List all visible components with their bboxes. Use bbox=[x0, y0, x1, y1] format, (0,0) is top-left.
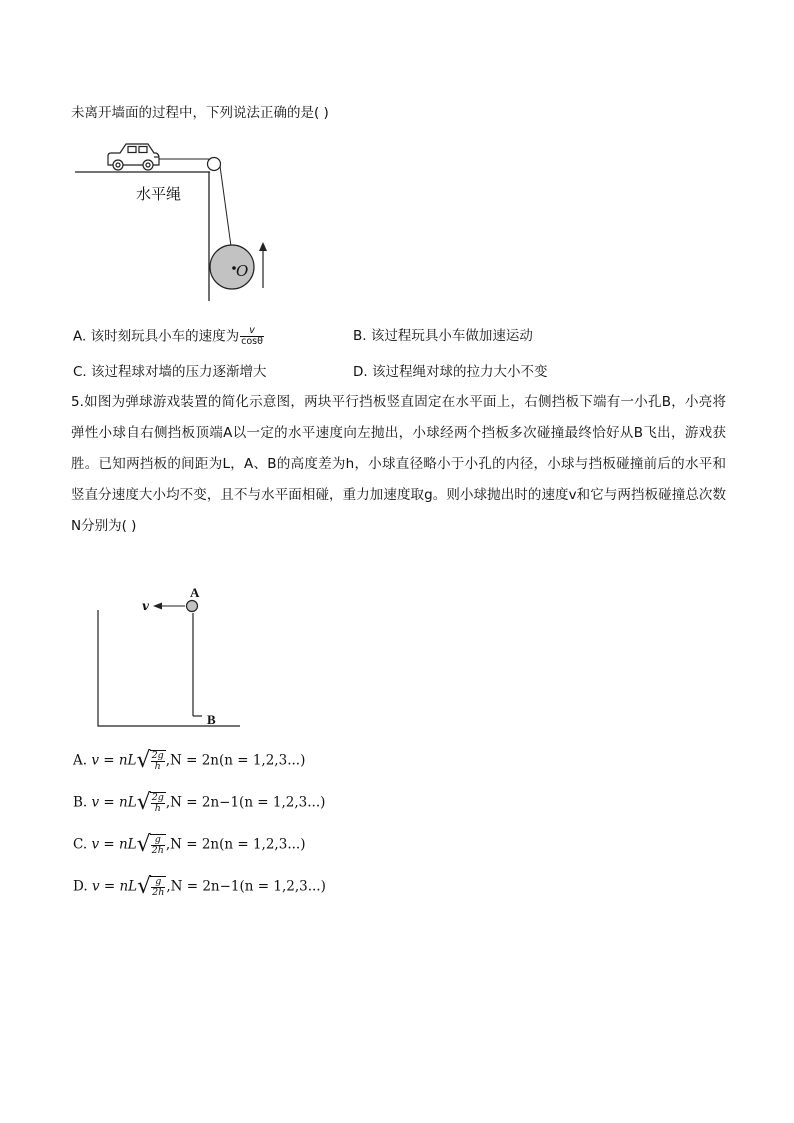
q5-figure bbox=[90, 580, 240, 735]
fraction: $\frac{v}{\cos\theta}$ bbox=[241, 325, 263, 347]
ball bbox=[187, 601, 198, 612]
ball-label: O bbox=[236, 262, 249, 280]
sqrt: √ $\frac{2g}{h}$ bbox=[136, 748, 164, 773]
q4-option-c[interactable]: C. 该过程球对墙的压力逐渐增大 bbox=[73, 364, 267, 380]
q4-option-a[interactable]: A. 该时刻玩具小车的速度为 $\frac{v}{\cos\theta}$ bbox=[73, 325, 263, 347]
a-label: A bbox=[190, 585, 200, 600]
q4-option-b[interactable]: B. 该过程玩具小车做加速运动 bbox=[353, 328, 533, 344]
q5-option-a[interactable]: A. v = nL√ $\frac{2g}{h}$ ,N = 2n(n = 1,2,3...) bbox=[73, 748, 306, 773]
sqrt: √ $\frac{g}{2h}$ bbox=[136, 832, 164, 857]
q4-figure bbox=[70, 135, 300, 305]
left-board-and-ground bbox=[98, 610, 240, 726]
b-label: B bbox=[207, 712, 216, 727]
q4-option-d[interactable]: D. 该过程绳对球的拉力大小不变 bbox=[353, 364, 548, 380]
q4-stem: 未离开墙面的过程中，下列说法正确的是( ) bbox=[71, 105, 329, 121]
sqrt: √ $\frac{2g}{h}$ bbox=[136, 790, 164, 815]
q5-option-b[interactable]: B. v = nL√ $\frac{2g}{h}$ ,N = 2n−1(n = 1,2,3...) bbox=[73, 790, 326, 815]
rope-label: 水平绳 bbox=[136, 185, 182, 203]
toy-car-icon bbox=[108, 144, 159, 170]
q5-stem: 5.如图为弹球游戏装置的简化示意图，两块平行挡板竖直固定在水平面上，右侧挡板下端有一小孔B，小亮将弹性小球自右侧挡板顶端A以一定的水平速度向左抛出，小球经两个挡板多次碰撞最终恰好从B飞出，游戏获胜。已知两挡板的间距为L，A、B的高度差为h，小球直径略小于小孔的内径，小球与挡板碰撞前后的水平和竖直分速度大小均不变，且不与水平面相碰，重力加速度取g。则小球抛出时的速度v和它与两挡板碰撞总次数N分别为( ) bbox=[71, 394, 726, 534]
sqrt: √ $\frac{g}{2h}$ bbox=[137, 874, 165, 899]
q5-option-c[interactable]: C. v = nL√ $\frac{g}{2h}$ ,N = 2n(n = 1,2,3...) bbox=[73, 832, 306, 857]
v-label: v bbox=[142, 599, 149, 613]
q5-option-d[interactable]: D. v = nL√ $\frac{g}{2h}$ ,N = 2n−1(n = 1,2,3...) bbox=[73, 874, 326, 899]
pulley-icon bbox=[208, 158, 221, 171]
